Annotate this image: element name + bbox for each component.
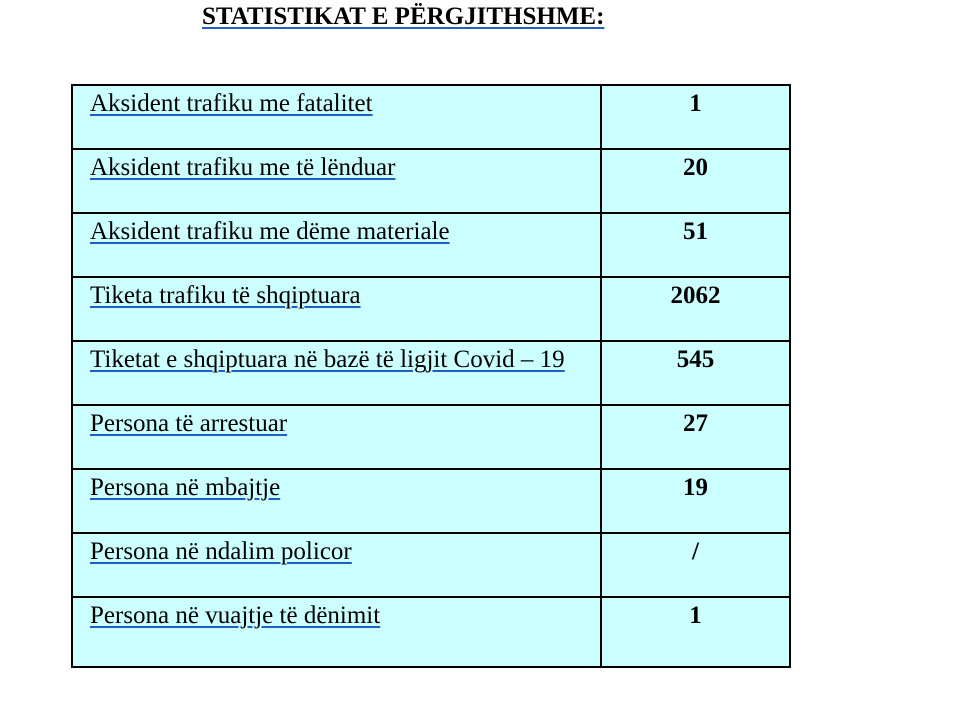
row-label-cell xyxy=(72,405,601,469)
row-label-cell xyxy=(72,213,601,277)
table-row xyxy=(72,405,790,469)
row-label[interactable]: Aksident trafiku me fatalitet xyxy=(90,90,373,117)
table-row xyxy=(72,213,790,277)
table-row xyxy=(72,277,790,341)
row-label[interactable]: Persona në vuajtje të dënimit xyxy=(90,602,381,629)
row-label[interactable]: Tiketat e shqiptuara në bazë të ligjit Covid – 19 xyxy=(90,346,565,373)
row-label-cell xyxy=(72,149,601,213)
row-label[interactable]: Aksident trafiku me dëme materiale xyxy=(90,218,450,245)
row-value: / xyxy=(601,533,790,597)
row-label-cell xyxy=(72,341,601,405)
row-value: 19 xyxy=(601,469,790,533)
row-label[interactable]: Tiketa trafiku të shqiptuara xyxy=(90,282,361,309)
table-row xyxy=(72,149,790,213)
page-title-text: STATISTIKAT E PËRGJITHSHME: xyxy=(202,3,605,30)
row-value: 1 xyxy=(601,85,790,149)
table-row xyxy=(72,597,790,667)
row-value: 2062 xyxy=(601,277,790,341)
row-value: 51 xyxy=(601,213,790,277)
row-value: 20 xyxy=(601,149,790,213)
row-label-cell xyxy=(72,277,601,341)
row-label-cell xyxy=(72,469,601,533)
table-row xyxy=(72,533,790,597)
row-label-cell xyxy=(72,597,601,667)
page-title xyxy=(202,2,604,32)
row-value: 545 xyxy=(601,341,790,405)
row-label[interactable]: Persona të arrestuar xyxy=(90,410,288,437)
row-label-cell xyxy=(72,533,601,597)
row-value: 1 xyxy=(601,597,790,667)
table-row xyxy=(72,469,790,533)
row-value: 27 xyxy=(601,405,790,469)
row-label-cell xyxy=(72,85,601,149)
row-label[interactable]: Persona në ndalim policor xyxy=(90,538,352,565)
row-label[interactable]: Persona në mbajtje xyxy=(90,474,281,501)
row-label[interactable]: Aksident trafiku me të lënduar xyxy=(90,154,396,181)
statistics-table xyxy=(71,84,791,668)
table-row xyxy=(72,85,790,149)
table-row xyxy=(72,341,790,405)
